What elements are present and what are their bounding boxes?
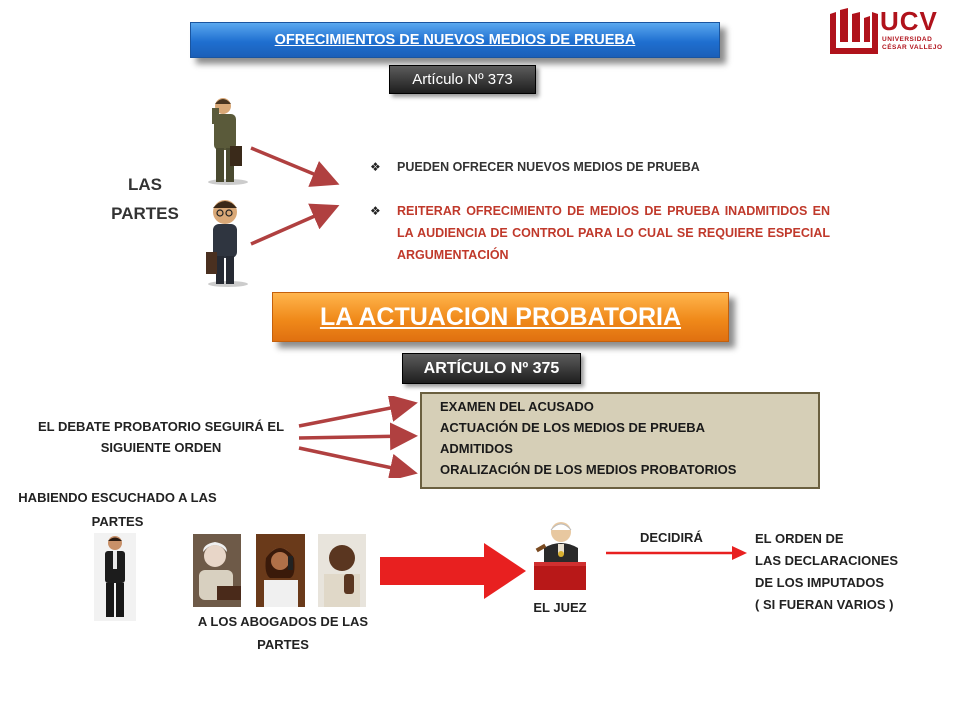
lawyer-photo-2 [256,534,305,607]
bullet-offer-new-evidence [370,156,830,178]
standing-man-photo [94,533,136,621]
logo-line1: UNIVERSIDAD [882,36,933,43]
section-banner: LA ACTUACION PROBATORIA [272,292,729,342]
having-heard-label: HABIENDO ESCUCHADO A LAS PARTES [18,490,217,529]
article-375-tag: ARTÍCULO Nº 375 [402,353,581,384]
decides-arrow-icon [604,545,748,561]
parties-label: LAS PARTES [111,175,179,223]
order-item-actuacion: ACTUACIÓN DE LOS MEDIOS DE PRUEBA [440,420,706,435]
arrows-to-bullets [245,140,345,255]
title-banner: OFRECIMIENTOS DE NUEVOS MEDIOS DE PRUEBA [190,22,720,58]
big-red-arrow-icon [380,543,526,599]
orden-line-2: LAS DECLARACIONES [755,553,899,568]
article-373-tag: Artículo Nº 373 [389,65,536,94]
orden-line-4: ( SI FUERAN VARIOS ) [755,597,894,612]
order-item-oralizacion: ORALIZACIÓN DE LOS MEDIOS PROBATORIOS [440,462,737,477]
bullet-text: REITERAR OFRECIMIENTO DE MEDIOS DE PRUEBA INADMITIDOS EN LA AUDIENCIA DE CONTROL PARA LO CUAL SE REQUIERE ESPECIAL ARGUMENTACIÓN [397,204,830,262]
ucv-logo-icon [828,8,878,54]
arrows-to-order-box [295,396,420,478]
bullet-text: PUEDEN OFRECER NUEVOS MEDIOS DE PRUEBA [397,160,700,174]
debate-order-box [420,392,820,489]
diamond-bullet-icon: ❖ [370,160,381,174]
orden-line-3: DE LOS IMPUTADOS [755,575,885,590]
lawyer-photo-1 [193,534,241,607]
order-item-admitidos: ADMITIDOS [440,441,513,456]
diamond-bullet-icon: ❖ [370,204,381,218]
debate-order-label: EL DEBATE PROBATORIO SEGUIRÁ EL SIGUIENTE ORDEN [37,419,285,455]
judge-icon [534,518,586,590]
lawyers-label: A LOS ABOGADOS DE LAS PARTES [197,614,369,652]
lawyer-photo-3 [318,534,366,607]
declaration-order-text [755,528,898,616]
bullet-reiterate-offer [370,200,830,266]
logo-name: UCV [880,6,938,36]
decides-label: DECIDIRÁ [640,530,703,545]
judge-label: EL JUEZ [533,600,587,615]
orden-line-1: EL ORDEN DE [755,531,844,546]
logo-line2: CÉSAR VALLEJO [882,44,943,51]
order-item-examen: EXAMEN DEL ACUSADO [440,399,594,414]
